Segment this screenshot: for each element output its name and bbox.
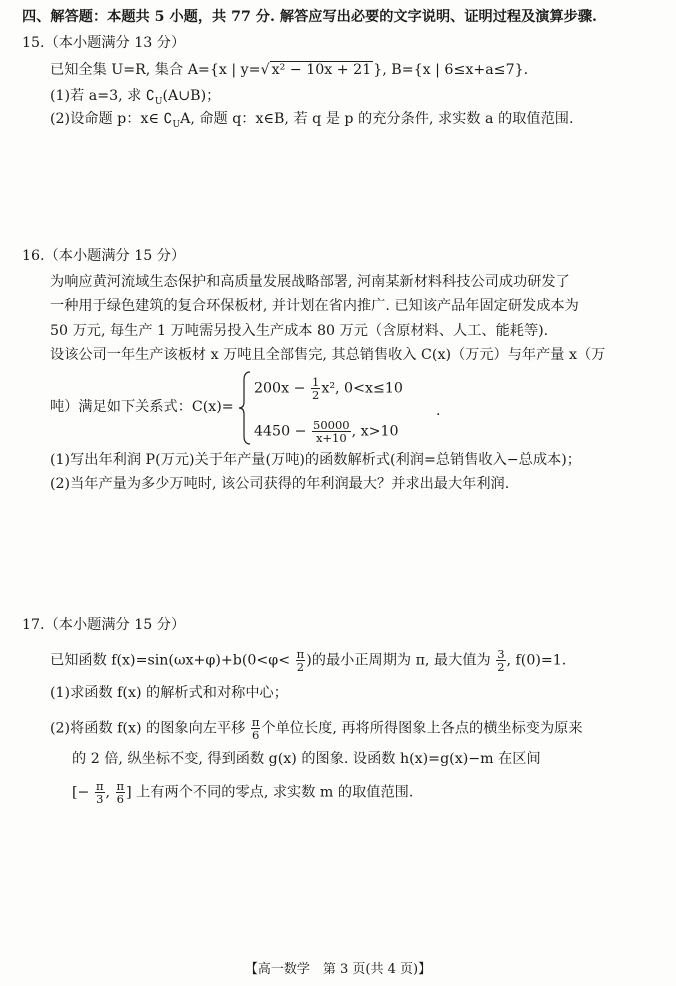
case2-fraction bbox=[312, 419, 351, 444]
q17-part2-c: ] 上有两个不同的零点, 求实数 m 的取值范围. bbox=[126, 784, 414, 801]
case1-tail: x², 0<x≤10 bbox=[321, 380, 403, 397]
right-num: π bbox=[116, 779, 125, 793]
q15-part2-end: A, 命题 q：x∈B, 若 q 是 p 的充分条件, 求实数 a 的取值范围. bbox=[180, 111, 574, 127]
q17-line1 bbox=[50, 648, 566, 673]
case2-num: 50000 bbox=[313, 418, 350, 432]
shift-num: π bbox=[251, 715, 260, 729]
phi-den: 2 bbox=[296, 660, 305, 674]
right-den: 6 bbox=[116, 792, 124, 806]
q15-radicand: x² − 10x + 21 bbox=[271, 62, 372, 78]
q17-part2-b: 个单位长度, 再将所得图象上各点的横坐标变为原来 bbox=[261, 720, 583, 737]
q15-part1-text: (1)若 a=3, 求 ∁ bbox=[50, 88, 155, 104]
interval-comma: , bbox=[105, 784, 111, 801]
q17-part2-a: (2)将函数 f(x) 的图象向左平移 bbox=[50, 720, 246, 737]
case1-fraction bbox=[311, 376, 320, 401]
q15-part1 bbox=[50, 87, 220, 111]
q16-line3: 50 万元, 每生产 1 万吨需另投入生产成本 80 万元（含原材料、人工、能耗等). bbox=[50, 323, 549, 339]
q16-part1: (1)写出年利润 P(万元)关于年产量(万吨)的函数解析式(利润=总销售收入−总成本)； bbox=[50, 452, 581, 468]
shift-fraction bbox=[251, 716, 261, 741]
q16-line1: 为响应黄河流域生态保护和高质量发展战略部署, 河南某新材料科技公司成功研发了 bbox=[50, 274, 570, 290]
q15-line1 bbox=[50, 61, 528, 79]
case2-lead: 4450 − bbox=[254, 423, 307, 440]
shift-den: 6 bbox=[251, 728, 260, 742]
q16-line4: 设该公司一年生产该板材 x 万吨且全部售完, 其总销售收入 C(x)（万元）与年产量 x（万 bbox=[50, 347, 606, 363]
q17-line1-b: )的最小正周期为 π, 最大值为 bbox=[306, 652, 491, 669]
case1-lead: 200x − bbox=[254, 380, 306, 397]
sqrt-sign: √ bbox=[260, 62, 270, 78]
case1-den: 2 bbox=[312, 388, 320, 402]
q15-part2 bbox=[50, 110, 573, 134]
q17-part2-line3 bbox=[72, 780, 413, 805]
max-num: 3 bbox=[497, 647, 505, 661]
left-num: π bbox=[95, 779, 104, 793]
phi-num: π bbox=[296, 647, 305, 661]
q17-part1: (1)求函数 f(x) 的解析式和对称中心； bbox=[50, 685, 288, 701]
section-heading: 四、解答题：本题共 5 小题，共 77 分. 解答应写出必要的文字说明、证明过程及演算步骤. bbox=[22, 9, 597, 25]
interval-open: [− bbox=[72, 784, 90, 801]
q16-line2: 一种用于绿色建筑的复合环保板材, 并计划在省内推广. 已知该产品年固定研发成本为 bbox=[50, 298, 579, 314]
q16-period: . bbox=[436, 403, 441, 419]
q15-header: 15.（本小题满分 13 分） bbox=[22, 35, 186, 51]
q15-part1-end: (A∪B)； bbox=[162, 88, 221, 104]
q16-part2: (2)当年产量为多少万吨时, 该公司获得的年利润最大？并求出最大年利润. bbox=[50, 476, 510, 492]
q15-line1-b: }, B={x | 6≤x+a≤7}. bbox=[373, 62, 529, 78]
case2-den: x+10 bbox=[315, 431, 347, 445]
interval-left-fraction bbox=[95, 780, 105, 805]
q16-line5: 吨）满足如下关系式：C(x)= bbox=[50, 399, 234, 415]
phi-bound-fraction bbox=[296, 648, 306, 673]
page-footer: 【高一数学 第 3 页(共 4 页)】 bbox=[244, 962, 432, 977]
q16-case2 bbox=[254, 419, 399, 444]
q16-case1 bbox=[254, 376, 403, 401]
q17-part2-line1 bbox=[50, 716, 583, 741]
case1-num: 1 bbox=[312, 375, 320, 389]
case2-tail: , x>10 bbox=[351, 423, 399, 440]
q15-line1-a: 已知全集 U=R, 集合 A={x | y= bbox=[50, 62, 261, 78]
max-value-fraction bbox=[496, 648, 505, 673]
left-den: 3 bbox=[96, 792, 104, 806]
q15-part2-text: (2)设命题 p：x∈ ∁ bbox=[50, 111, 173, 127]
q17-part2-line2: 的 2 倍, 纵坐标不变, 得到函数 g(x) 的图象. 设函数 h(x)=g(x)−m 在区间 bbox=[72, 751, 541, 767]
q17-line1-a: 已知函数 f(x)=sin(ωx+φ)+b(0<φ< bbox=[50, 652, 291, 669]
q15-part1-sub: U bbox=[154, 96, 163, 107]
q17-header: 17.（本小题满分 15 分） bbox=[22, 617, 186, 633]
piecewise-brace bbox=[238, 370, 252, 446]
q15-part2-sub: U bbox=[172, 119, 181, 130]
q16-header: 16.（本小题满分 15 分） bbox=[22, 248, 186, 264]
interval-right-fraction bbox=[116, 780, 126, 805]
max-den: 2 bbox=[497, 660, 505, 674]
q17-line1-c: , f(0)=1. bbox=[506, 652, 567, 669]
